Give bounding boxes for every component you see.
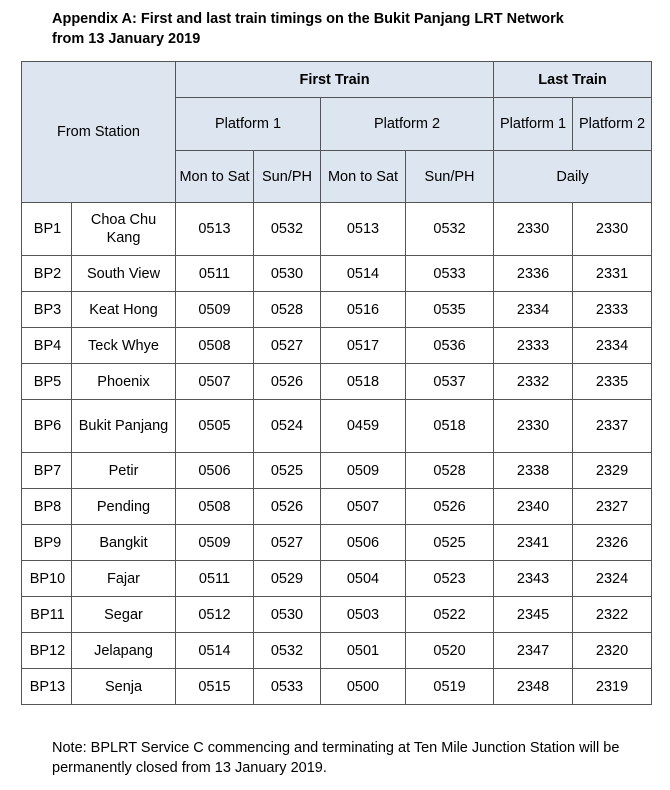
first-p2-mon-sat: 0517 <box>321 328 406 364</box>
station-code: BP8 <box>22 489 72 525</box>
station-code: BP11 <box>22 597 72 633</box>
station-code: BP4 <box>22 328 72 364</box>
last-p1-daily: 2343 <box>494 561 573 597</box>
station-name: Bangkit <box>72 525 176 561</box>
table-row <box>22 597 652 633</box>
table-row <box>22 292 652 328</box>
table-row <box>22 669 652 705</box>
first-p2-mon-sat: 0507 <box>321 489 406 525</box>
first-p2-sun-ph: 0536 <box>406 328 494 364</box>
station-code: BP5 <box>22 364 72 400</box>
header-p2-sun-ph: Sun/PH <box>406 151 494 203</box>
station-code: BP1 <box>22 203 72 256</box>
header-first-train: First Train <box>176 62 494 98</box>
station-name: Jelapang <box>72 633 176 669</box>
station-name: Petir <box>72 453 176 489</box>
station-name: Phoenix <box>72 364 176 400</box>
table-row <box>22 328 652 364</box>
first-p2-mon-sat: 0503 <box>321 597 406 633</box>
title-line-2: from 13 January 2019 <box>52 31 201 47</box>
last-p1-daily: 2334 <box>494 292 573 328</box>
station-code: BP7 <box>22 453 72 489</box>
first-p1-mon-sat: 0509 <box>176 292 254 328</box>
header-last-train: Last Train <box>494 62 652 98</box>
table-row <box>22 364 652 400</box>
station-code: BP10 <box>22 561 72 597</box>
first-p1-sun-ph: 0529 <box>254 561 321 597</box>
first-p2-sun-ph: 0532 <box>406 203 494 256</box>
last-p2-daily: 2331 <box>573 256 652 292</box>
last-p1-daily: 2330 <box>494 400 573 453</box>
first-p2-sun-ph: 0528 <box>406 453 494 489</box>
table-row <box>22 203 652 256</box>
last-p1-daily: 2332 <box>494 364 573 400</box>
first-p2-sun-ph: 0537 <box>406 364 494 400</box>
table-row <box>22 400 652 453</box>
header-from-station: From Station <box>22 62 176 203</box>
last-p1-daily: 2345 <box>494 597 573 633</box>
table-header <box>22 62 652 203</box>
last-p1-daily: 2330 <box>494 203 573 256</box>
first-p2-mon-sat: 0500 <box>321 669 406 705</box>
station-code: BP2 <box>22 256 72 292</box>
first-p2-mon-sat: 0459 <box>321 400 406 453</box>
first-p1-mon-sat: 0511 <box>176 561 254 597</box>
station-code: BP6 <box>22 400 72 453</box>
first-p1-mon-sat: 0507 <box>176 364 254 400</box>
first-p2-sun-ph: 0533 <box>406 256 494 292</box>
station-name: Choa Chu Kang <box>72 203 176 256</box>
last-p1-daily: 2338 <box>494 453 573 489</box>
first-p2-sun-ph: 0520 <box>406 633 494 669</box>
last-p2-daily: 2333 <box>573 292 652 328</box>
first-p1-mon-sat: 0513 <box>176 203 254 256</box>
first-p1-mon-sat: 0506 <box>176 453 254 489</box>
first-p2-sun-ph: 0535 <box>406 292 494 328</box>
first-p2-mon-sat: 0518 <box>321 364 406 400</box>
last-p1-daily: 2336 <box>494 256 573 292</box>
last-p1-daily: 2333 <box>494 328 573 364</box>
first-p1-sun-ph: 0533 <box>254 669 321 705</box>
header-last-platform-1: Platform 1 <box>494 98 573 151</box>
first-p2-mon-sat: 0504 <box>321 561 406 597</box>
first-p1-sun-ph: 0532 <box>254 633 321 669</box>
first-p1-mon-sat: 0505 <box>176 400 254 453</box>
document-title <box>52 9 652 49</box>
last-p1-daily: 2348 <box>494 669 573 705</box>
first-p1-mon-sat: 0512 <box>176 597 254 633</box>
first-p2-mon-sat: 0509 <box>321 453 406 489</box>
first-p2-mon-sat: 0514 <box>321 256 406 292</box>
header-last-platform-2: Platform 2 <box>573 98 652 151</box>
first-p1-sun-ph: 0530 <box>254 256 321 292</box>
first-p1-mon-sat: 0508 <box>176 489 254 525</box>
table-row <box>22 489 652 525</box>
station-name: Teck Whye <box>72 328 176 364</box>
first-p1-sun-ph: 0527 <box>254 525 321 561</box>
last-p2-daily: 2330 <box>573 203 652 256</box>
table-row <box>22 256 652 292</box>
first-p1-mon-sat: 0511 <box>176 256 254 292</box>
first-p2-sun-ph: 0519 <box>406 669 494 705</box>
station-code: BP3 <box>22 292 72 328</box>
last-p1-daily: 2341 <box>494 525 573 561</box>
first-p1-sun-ph: 0524 <box>254 400 321 453</box>
first-p1-sun-ph: 0530 <box>254 597 321 633</box>
last-p2-daily: 2322 <box>573 597 652 633</box>
last-p2-daily: 2327 <box>573 489 652 525</box>
service-note: Note: BPLRT Service C commencing and terminating at Ten Mile Junction Station will be permanently closed from 13 January 2019. <box>52 740 620 776</box>
station-code: BP12 <box>22 633 72 669</box>
first-p1-sun-ph: 0528 <box>254 292 321 328</box>
last-p1-daily: 2347 <box>494 633 573 669</box>
first-p1-mon-sat: 0509 <box>176 525 254 561</box>
header-p2-mon-to-sat: Mon to Sat <box>321 151 406 203</box>
title-line-1: Appendix A: First and last train timings on the Bukit Panjang LRT Network <box>52 11 564 27</box>
last-p2-daily: 2320 <box>573 633 652 669</box>
first-p1-mon-sat: 0514 <box>176 633 254 669</box>
first-p2-sun-ph: 0518 <box>406 400 494 453</box>
table-row <box>22 561 652 597</box>
train-timings-table <box>21 61 652 705</box>
last-p2-daily: 2334 <box>573 328 652 364</box>
table-row <box>22 633 652 669</box>
last-p2-daily: 2326 <box>573 525 652 561</box>
last-p2-daily: 2337 <box>573 400 652 453</box>
last-p2-daily: 2329 <box>573 453 652 489</box>
first-p2-mon-sat: 0501 <box>321 633 406 669</box>
header-first-platform-1: Platform 1 <box>176 98 321 151</box>
first-p2-sun-ph: 0526 <box>406 489 494 525</box>
station-name: Senja <box>72 669 176 705</box>
first-p1-sun-ph: 0527 <box>254 328 321 364</box>
first-p1-mon-sat: 0508 <box>176 328 254 364</box>
station-name: Fajar <box>72 561 176 597</box>
header-first-platform-2: Platform 2 <box>321 98 494 151</box>
first-p2-mon-sat: 0513 <box>321 203 406 256</box>
first-p1-sun-ph: 0526 <box>254 489 321 525</box>
station-name: Segar <box>72 597 176 633</box>
table-row <box>22 453 652 489</box>
first-p2-sun-ph: 0522 <box>406 597 494 633</box>
first-p2-mon-sat: 0506 <box>321 525 406 561</box>
station-code: BP9 <box>22 525 72 561</box>
station-code: BP13 <box>22 669 72 705</box>
first-p2-sun-ph: 0525 <box>406 525 494 561</box>
table-body <box>22 203 652 705</box>
station-name: Pending <box>72 489 176 525</box>
header-p1-sun-ph: Sun/PH <box>254 151 321 203</box>
first-p1-sun-ph: 0532 <box>254 203 321 256</box>
last-p2-daily: 2319 <box>573 669 652 705</box>
header-daily: Daily <box>494 151 652 203</box>
header-p1-mon-to-sat: Mon to Sat <box>176 151 254 203</box>
first-p2-sun-ph: 0523 <box>406 561 494 597</box>
first-p2-mon-sat: 0516 <box>321 292 406 328</box>
first-p1-sun-ph: 0526 <box>254 364 321 400</box>
last-p1-daily: 2340 <box>494 489 573 525</box>
table-row <box>22 525 652 561</box>
last-p2-daily: 2324 <box>573 561 652 597</box>
first-p1-sun-ph: 0525 <box>254 453 321 489</box>
last-p2-daily: 2335 <box>573 364 652 400</box>
station-name: Bukit Panjang <box>72 400 176 453</box>
station-name: South View <box>72 256 176 292</box>
station-name: Keat Hong <box>72 292 176 328</box>
first-p1-mon-sat: 0515 <box>176 669 254 705</box>
